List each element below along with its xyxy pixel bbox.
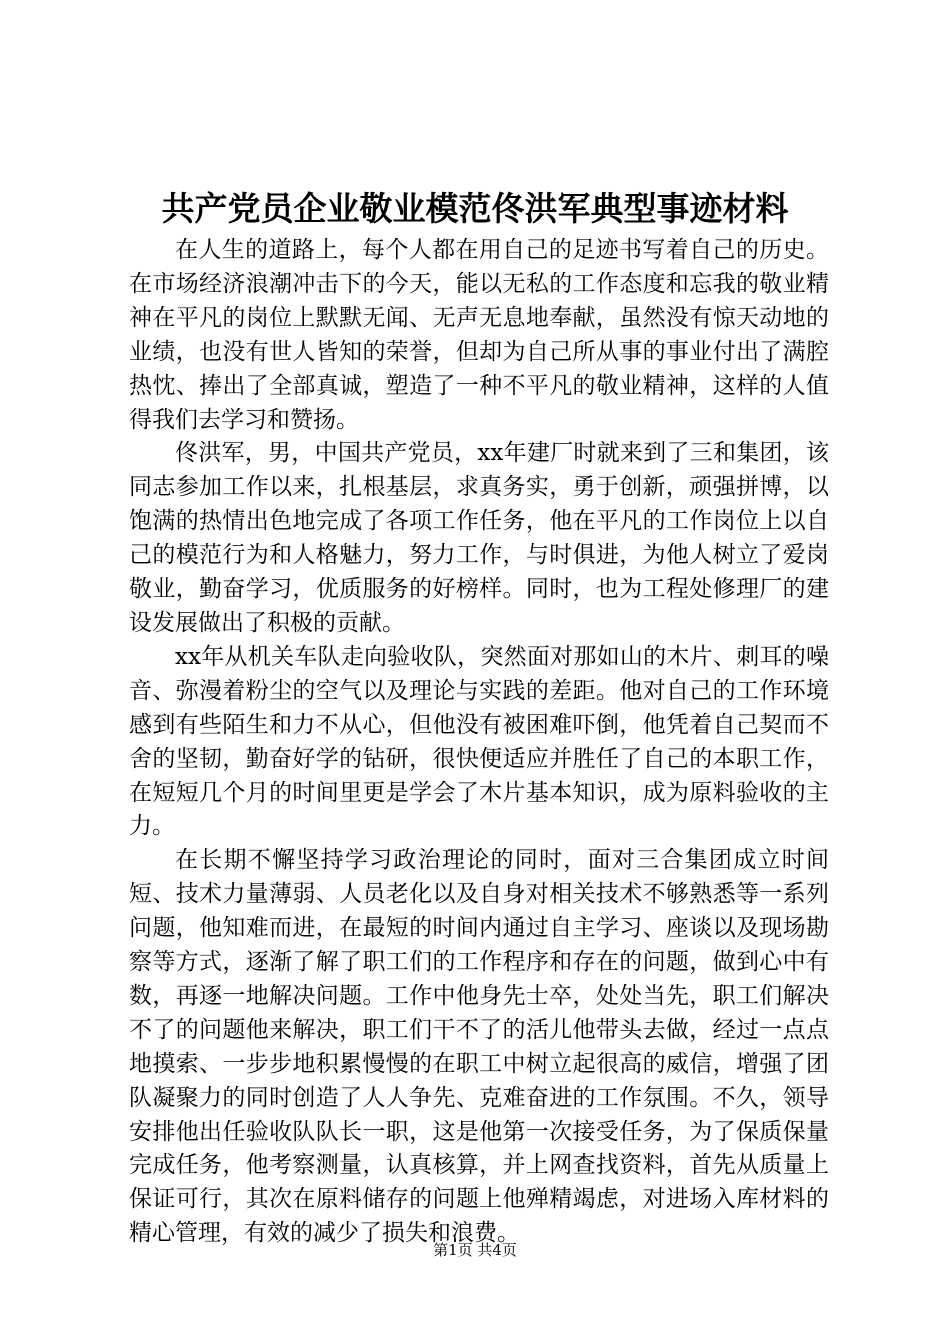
document-title: 共产党员企业敬业模范佟洪军典型事迹材料 xyxy=(161,189,789,228)
paragraph-intro: 在人生的道路上，每个人都在用自己的足迹书写着自己的历史。在市场经济浪潮冲击下的今天，能以无私的工作态度和忘我的敬业精神在平凡的岗位上默默无闻、无声无息地奉献，虽然没有惊天动地的业绩，也没有世人皆知的荣誉，但却为自己所从事的事业付出了满腔热忱、捧出了全部真诚，塑造了一种不平凡的敬业精神，这样的人值得我们去学习和赞扬。 xyxy=(129,237,829,433)
document-body xyxy=(129,234,829,1251)
paragraph-inspection-team: xx年从机关车队走向验收队，突然面对那如山的木片、刺耳的噪音、弥漫着粉尘的空气以及理论与实践的差距。他对自己的工作环境感到有些陌生和力不从心，但他没有被困难吓倒，他凭着自己契而不舍的坚韧，勤奋好学的钻研，很快便适应并胜任了自己的本职工作，在短短几个月的时间里更是学会了木片基本知识，成为原料验收的主力。 xyxy=(129,643,829,840)
page-footer: 第1页 共4页 xyxy=(433,1241,517,1259)
paragraph-leadership: 在长期不懈坚持学习政治理论的同时，面对三合集团成立时间短、技术力量薄弱、人员老化以及自身对相关技术不够熟悉等一系列问题，他知难而进，在最短的时间内通过自主学习、座谈以及现场勘察等方式，逐渐了解了职工们的工作程序和存在的问题，做到心中有数，再逐一地解决问题。工作中他身先士卒，处处当先，职工们解决不了的问题他来解决，职工们干不了的活儿他带头去做，经过一点点地摸索、一步步地积累慢慢的在职工中树立起很高的威信，增强了团队凝聚力的同时创造了人人争先、克难奋进的工作氛围。不久，领导安排他出任验收队队长一职，这是他第一次接受任务，为了保质保量完成任务，他考察测量，认真核算，并上网查找资料，首先从质量上保证可行，其次在原料储存的问题上他殚精竭虑，对进场入库材料的精心管理，有效的减少了损失和浪费。 xyxy=(129,847,829,1247)
paragraph-profile: 佟洪军，男，中国共产党员，xx年建厂时就来到了三和集团，该同志参加工作以来，扎根基层，求真务实，勇于创新，顽强拼博，以饱满的热情出色地完成了各项工作任务，他在平凡的工作岗位上以自己的模范行为和人格魅力，努力工作，与时俱进，为他人树立了爱岗敬业，勤奋学习，优质服务的好榜样。同时，也为工程处修理厂的建设发展做出了积极的贡献。 xyxy=(129,440,829,636)
